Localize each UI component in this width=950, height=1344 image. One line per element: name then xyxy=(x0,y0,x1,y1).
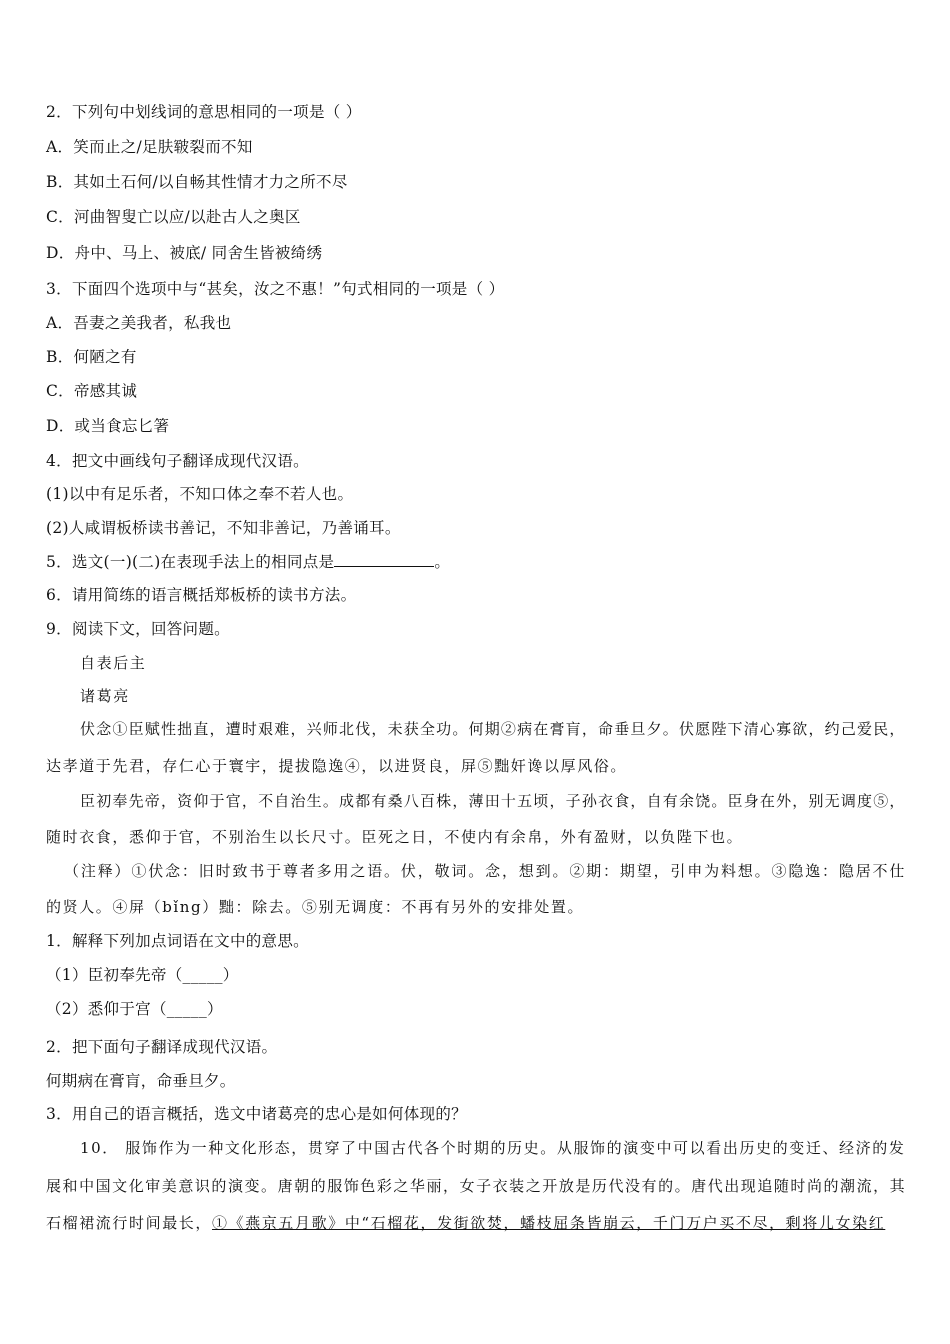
question-3-option-c: C．帝感其诚 xyxy=(46,382,138,400)
question-3-option-b: B．何陋之有 xyxy=(46,348,137,366)
sub-question-2-sentence: 何期病在膏肓，命垂旦夕。 xyxy=(46,1072,236,1090)
question-10-line-3-text: 石榴裙流行时间最长， xyxy=(46,1214,213,1232)
sub-question-3: 3．用自己的语言概括，选文中诸葛亮的忠心是如何体现的？ xyxy=(46,1105,467,1123)
question-10-line-1: 10． 服饰作为一种文化形态，贯穿了中国古代各个时期的历史。从服饰的演变中可以看出历史的变迁、经济的发 xyxy=(80,1139,906,1157)
question-5 xyxy=(46,551,450,572)
passage-paragraph-1-line-1: 伏念①臣赋性拙直，遭时艰难，兴师北伐，未获全功。何期②病在膏肓，命垂旦夕。伏愿陛下清心寡欲，约己爱民， xyxy=(80,720,906,738)
passage-paragraph-1-line-2: 达孝道于先君，存仁心于寰宇，提拔隐逸④，以进贤良，屏⑤黜奸谗以厚风俗。 xyxy=(46,757,628,775)
question-2: 2．下列句中划线词的意思相同的一项是（ ） xyxy=(46,103,362,121)
notes-line-1: （注释）①伏念：旧时致书于尊者多用之语。伏，敬词。念，想到。②期：期望，引申为料想。③隐逸：隐居不仕 xyxy=(64,862,906,880)
passage-author: 诸葛亮 xyxy=(80,687,130,705)
passage-paragraph-2-line-1: 臣初奉先帝，资仰于官，不自治生。成都有桑八百株，薄田十五顷，子孙衣食，自有余饶。臣身在外，别无调度⑤， xyxy=(80,792,906,810)
passage-title: 自表后主 xyxy=(80,654,147,672)
question-4: 4．把文中画线句子翻译成现代汉语。 xyxy=(46,452,309,470)
question-3-option-a: A．吾妻之美我者，私我也 xyxy=(46,314,232,332)
question-6: 6．请用简练的语言概括郑板桥的读书方法。 xyxy=(46,586,357,604)
sub-question-1-part-1: （1）臣初奉先帝（_____） xyxy=(46,966,239,984)
passage-paragraph-2-line-2: 随时衣食，悉仰于官，不别治生以长尺寸。臣死之日，不使内有余帛，外有盈财，以负陛下也。 xyxy=(46,828,744,846)
notes-line-2: 的贤人。④屏（bǐng）黜：除去。⑤别无调度：不再有另外的安排处置。 xyxy=(46,898,585,916)
underlined-sentence: ①《燕京五月歌》中“石榴花，发街欲焚，蟠枝屈条皆崩云，千门万户买不尽，剩将儿女染红 xyxy=(212,1214,886,1232)
question-2-option-b: B．其如土石何/以自畅其性情才力之所不尽 xyxy=(46,173,348,191)
sub-question-2: 2．把下面句子翻译成现代汉语。 xyxy=(46,1038,278,1056)
question-3-option-d: D．或当食忘匕箸 xyxy=(46,417,170,435)
sub-question-1-part-2: （2）悉仰于宫（_____） xyxy=(46,1000,223,1018)
question-3: 3．下面四个选项中与“甚矣，汝之不惠！”句式相同的一项是（ ） xyxy=(46,280,505,298)
question-4-part-2: (2)人咸谓板桥读书善记，不知非善记，乃善诵耳。 xyxy=(46,519,401,537)
question-2-option-c: C．河曲智叟亡以应/以赴古人之奥区 xyxy=(46,208,301,226)
question-10-line-3 xyxy=(46,1213,885,1233)
sub-question-1: 1．解释下列加点词语在文中的意思。 xyxy=(46,932,309,950)
question-5-text: 5．选文(一)(二)在表现手法上的相同点是 xyxy=(46,553,335,571)
question-10-line-2: 展和中国文化审美意识的演变。唐朝的服饰色彩之华丽，女子衣装之开放是历代没有的。唐代出现追随时尚的潮流，其 xyxy=(46,1177,907,1195)
answer-blank[interactable] xyxy=(334,551,434,567)
question-5-end: 。 xyxy=(434,553,451,571)
question-9: 9．阅读下文，回答问题。 xyxy=(46,620,230,638)
question-4-part-1: (1)以中有足乐者，不知口体之奉不若人也。 xyxy=(46,485,354,503)
question-2-option-a: A．笑而止之/足肤皲裂而不知 xyxy=(46,138,253,156)
question-2-option-d: D．舟中、马上、被底/ 同舍生皆被绮绣 xyxy=(46,244,323,262)
